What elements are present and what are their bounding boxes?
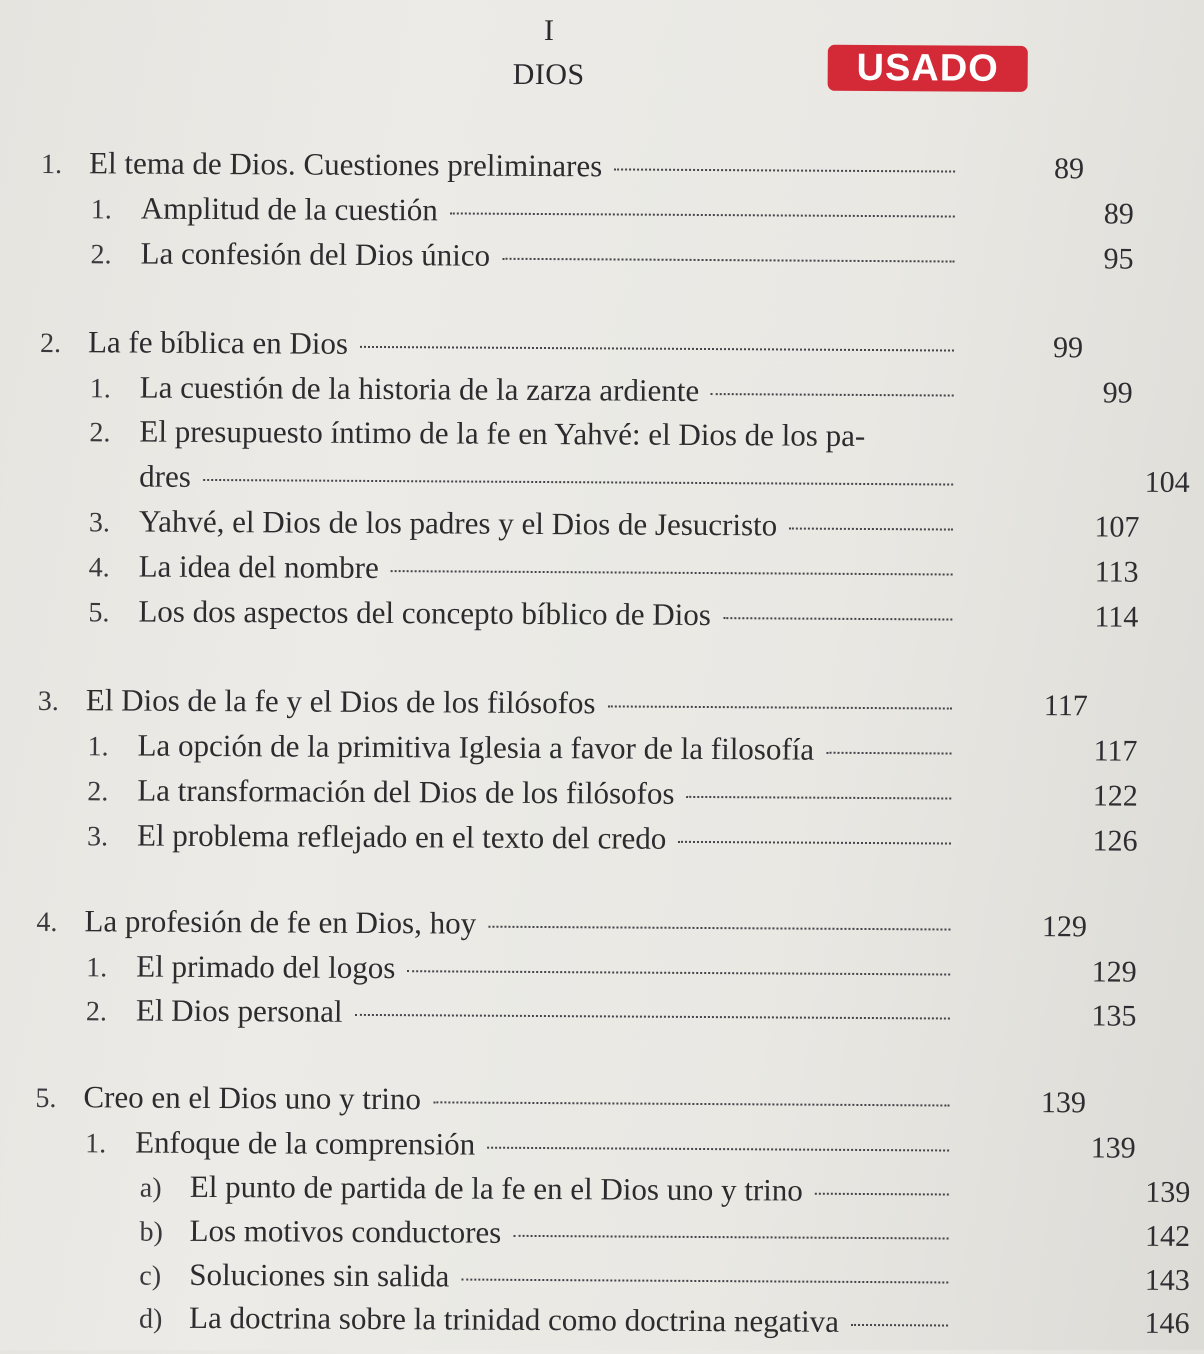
dot-leader [608,705,952,709]
toc-entry [37,680,1088,726]
toc-entry-number: 2. [89,417,111,449]
toc-entry-title: El Dios de la fe y el Dios de los filósofos [85,682,596,721]
toc-entry [89,367,1133,412]
toc-entry-page: 107 [1094,510,1140,544]
toc-entry-number: 1. [86,952,108,984]
toc-entry-page: 114 [1094,600,1139,634]
toc-entry-number: 2. [85,996,108,1028]
toc-entry-title: Los motivos conductores [189,1212,502,1250]
toc-entry-continuation [139,457,1190,502]
toc-entry-page: 117 [1043,689,1088,723]
toc-entry-title: La transformación del Dios de los filósofos [137,772,675,811]
dot-leader [678,841,951,845]
toc-entry-title: La opción de la primitiva Iglesia a favor de la filosofía [137,727,815,767]
toc-entry-page: 146 [1144,1306,1190,1340]
toc-entry [139,1255,1190,1300]
toc-entry [41,143,1085,189]
chapter-number: I [543,14,555,48]
toc-entry-number: b) [139,1216,164,1248]
toc-entry-title: El Dios personal [135,992,343,1029]
chapter-title: DIOS [512,57,585,92]
toc-entry-title: Los dos aspectos del concepto bíblico de Dios [138,593,712,633]
toc-entry-number: 3. [86,821,109,853]
toc-entry-number: 4. [88,552,110,584]
dot-leader [723,617,952,620]
dot-leader [203,479,953,486]
dot-leader [391,570,953,575]
toc-entry-title: Amplitud de la cuestión [140,190,438,228]
dot-leader [360,346,954,352]
toc-entry [87,770,1138,815]
toc-entry [39,322,1084,368]
toc-entry [89,411,961,456]
toc-entry [139,1167,1191,1212]
toc-entry-number: 1. [90,194,112,226]
used-badge: USADO [828,45,1028,92]
toc-entry-number: 1. [89,373,111,405]
toc-entry [87,725,1138,770]
toc-entry-title: La profesión de fe en Dios, hoy [84,903,477,941]
toc-entry-number: a) [139,1172,162,1204]
toc-entry-title: El tema de Dios. Cuestiones preliminares [89,145,603,184]
toc-entry-number: 2. [87,776,109,808]
dot-leader [355,1014,950,1020]
toc-entry [36,901,1088,947]
toc-entry-page: 89 [1103,197,1134,231]
toc-entry-page: 139 [1090,1131,1136,1165]
toc-entry-page: 126 [1092,824,1138,858]
toc-entry-number: 1. [87,731,109,763]
dot-leader [789,528,953,531]
toc-entry-page: 139 [1040,1086,1086,1120]
dot-leader [815,1193,949,1196]
toc-entry-title: El primado del logos [136,948,396,986]
dot-leader [686,796,951,800]
toc-entry-title: El problema reflejado en el texto del credo [136,817,667,856]
toc-entry-page: 117 [1093,734,1138,768]
toc-entry [86,815,1138,860]
toc-entry [90,188,1134,233]
toc-entry-page: 99 [1052,331,1084,365]
toc-entry-number: 4. [36,906,58,939]
toc-entry-number: 3. [88,507,111,539]
dot-leader [450,212,955,217]
toc-entry-title: El presupuesto íntimo de la fe en Yahvé: el Dios de los pa- [139,413,866,453]
toc-entry-title: Soluciones sin salida [189,1256,450,1294]
toc-entry-title: La cuestión de la historia de la zarza ardiente [139,369,700,408]
toc-entry-number: 5. [88,597,110,629]
toc-entry-page: 104 [1144,465,1190,499]
toc-entry-page: 142 [1144,1219,1191,1253]
toc-entry-page: 122 [1092,779,1138,813]
toc-entry-title: El punto de partida de la fe en el Dios uno y trino [189,1168,803,1208]
toc-entry-title: Enfoque de la comprensión [135,1124,476,1162]
toc-entry [85,1122,1136,1167]
toc-entry-title: La doctrina sobre la trinidad como doctrina negativa [188,1299,840,1339]
dot-leader [461,1279,948,1284]
toc-entry-page: 113 [1094,555,1139,589]
toc-entry [35,1077,1086,1123]
toc-entry [88,501,1140,546]
toc-entry-number: 2. [39,327,62,360]
dot-leader [614,168,955,172]
toc-entry [88,546,1139,591]
toc-entry-page: 135 [1091,999,1137,1033]
toc-entry [88,591,1139,636]
toc-entry-title: dres [139,458,191,494]
toc-entry-page: 95 [1103,242,1134,276]
toc-entry-number: c) [139,1260,162,1292]
toc-entry [139,1211,1191,1256]
toc-entry-number: 5. [35,1082,57,1115]
toc-entry [86,946,1137,991]
dot-leader [407,970,950,975]
toc-entry-title: Yahvé, el Dios de los padres y el Dios de Jesucristo [138,503,778,543]
dot-leader [487,1147,949,1152]
toc-entry-title: La confesión del Dios único [140,235,491,273]
toc-entry-title: La idea del nombre [138,548,379,586]
toc-entry-page: 143 [1144,1263,1190,1297]
dot-leader [502,258,954,263]
toc-entry-page: 129 [1091,955,1137,989]
toc-entry [138,1298,1190,1343]
toc-entry [90,233,1134,278]
toc-entry-page: 99 [1102,376,1133,410]
toc-entry-title: La fe bíblica en Dios [87,324,349,361]
dot-leader [711,393,954,396]
dot-leader [513,1235,948,1240]
toc-entry-page: 129 [1041,910,1088,944]
dot-leader [488,926,950,931]
toc-entry-title: Creo en el Dios uno y trino [83,1079,422,1117]
toc-entry [85,990,1137,1035]
toc-entry-number: d) [138,1303,163,1335]
toc-entry-page: 139 [1145,1175,1191,1209]
toc-entry-page: 89 [1054,152,1085,186]
toc-entry-number: 3. [37,685,59,718]
dot-leader [851,1324,948,1327]
toc-entry-number: 1. [85,1128,107,1160]
dot-leader [826,752,951,755]
toc-entry-number: 2. [90,239,112,271]
toc-entry-number: 1. [41,148,63,181]
dot-leader [433,1101,949,1106]
